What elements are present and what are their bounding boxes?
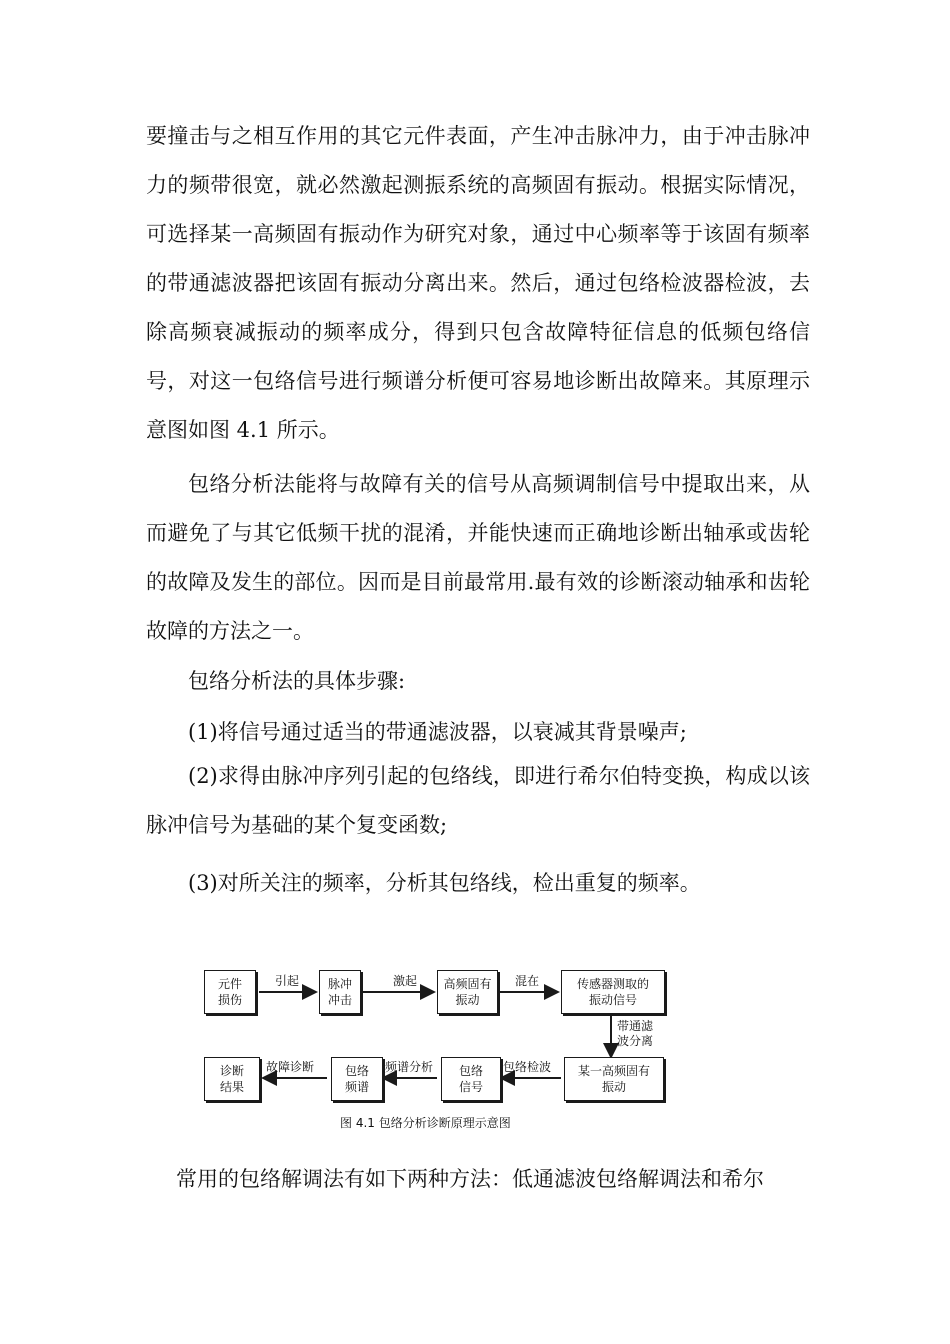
edge-label-spectrum-analysis: 频谱分析 xyxy=(385,1060,434,1074)
step-2: (2)求得由脉冲序列引起的包络线，即进行希尔伯特变换，构成以该脉冲信号为基础的某个复变函数; xyxy=(146,764,810,837)
step-1: (1)将信号通过适当的带通滤波器，以衰减其背景噪声; xyxy=(188,720,687,744)
box-hf-natural-vibration: 高频固有 振动 xyxy=(437,970,498,1014)
edge-label-bandpass: 带通滤 波分离 xyxy=(617,1019,654,1048)
edge-label-envelope-detection: 包络检波 xyxy=(503,1060,552,1074)
paragraph-1: 要撞击与之相互作用的其它元件表面，产生冲击脉冲力，由于冲击脉冲力的频带很宽，就必然激起测振系统的高频固有振动。根据实际情况，可选择某一高频固有振动作为研究对象，通过中心频率等于该固有频率的带通滤波器把该固有振动分离出来。然后，通过包络检波器检波，去除高频衰减振动的频率成分，得到只包含故障特征信息的低频包络信号，对这一包络信号进行频谱分析便可容易地诊断出故障来。其原理示意图如图 4.1 所示。 xyxy=(146,124,810,442)
box-envelope-signal: 包络 信号 xyxy=(441,1057,501,1101)
edge-label-fault-diagnosis: 故障诊断 xyxy=(266,1060,315,1074)
box-diagnosis-result: 诊断 结果 xyxy=(204,1057,260,1101)
paragraph-2: 包络分析法能将与故障有关的信号从高频调制信号中提取出来，从而避免了与其它低频干扰的混淆，并能快速而正确地诊断出轴承或齿轮的故障及发生的部位。因而是目前最常用.最有效的诊断滚动轴承和齿轮故障的方法之一。 xyxy=(146,472,810,643)
box-hf-vibration-selected: 某一高频固有 振动 xyxy=(564,1057,664,1101)
step-3: (3)对所关注的频率，分析其包络线，检出重复的频率。 xyxy=(188,871,701,895)
box-sensor-vibration-signal: 传感器测取的 振动信号 xyxy=(561,970,665,1014)
edge-label-excite: 激起 xyxy=(393,974,418,988)
edge-label-cause: 引起 xyxy=(275,974,300,988)
figure-4-1 xyxy=(195,960,675,1140)
box-pulse-impact: 脉冲 冲击 xyxy=(319,970,361,1014)
edge-label-mixed-in: 混在 xyxy=(515,974,540,988)
box-envelope-spectrum: 包络 频谱 xyxy=(331,1057,383,1101)
steps-heading: 包络分析法的具体步骤: xyxy=(188,669,406,693)
paragraph-final: 常用的包络解调法有如下两种方法：低通滤波包络解调法和希尔 xyxy=(176,1167,764,1191)
figure-caption: 图 4.1 包络分析诊断原理示意图 xyxy=(340,1116,511,1130)
box-component-damage: 元件 损伤 xyxy=(204,970,256,1014)
